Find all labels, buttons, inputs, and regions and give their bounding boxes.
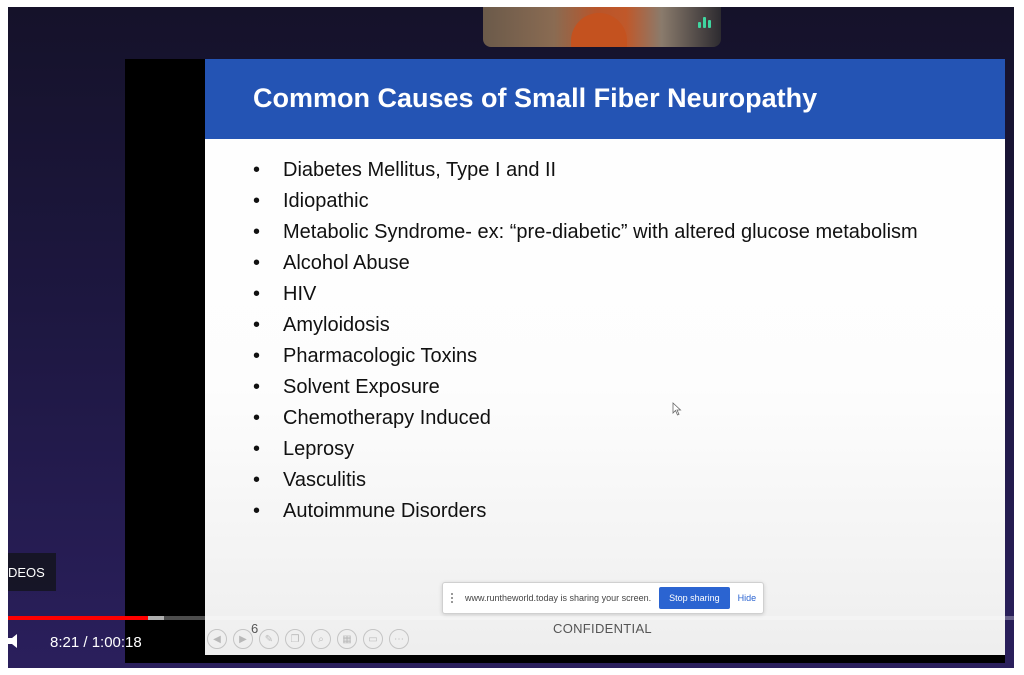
next-slide-icon[interactable]: ▶: [233, 629, 253, 649]
progress-bar[interactable]: [8, 616, 1014, 620]
slide-footer: CONFIDENTIAL: [553, 621, 652, 636]
slide-title: Common Causes of Small Fiber Neuropathy: [253, 83, 818, 113]
slide-toolbar: [205, 629, 409, 651]
hide-button[interactable]: Hide: [737, 593, 757, 603]
bullet-list: [253, 157, 953, 529]
presentation-slide: [205, 59, 1005, 655]
bullet-item: • Vasculitis: [253, 467, 953, 493]
drag-handle-icon[interactable]: [451, 593, 459, 603]
bullet-item: • Pharmacologic Toxins: [253, 343, 953, 369]
bullet-item: • Alcohol Abuse: [253, 250, 953, 276]
prev-slide-icon[interactable]: ◀: [207, 629, 227, 649]
bullet-item: • Solvent Exposure: [253, 374, 953, 400]
time-display: 8:21 / 1:00:18: [50, 634, 142, 651]
progress-played: [8, 616, 148, 620]
mouse-cursor-icon: [672, 402, 682, 416]
audio-level-icon: [698, 17, 711, 28]
bullet-item: • Chemotherapy Induced: [253, 405, 953, 431]
share-message: www.runtheworld.today is sharing your screen.: [465, 593, 652, 603]
stop-sharing-button[interactable]: Stop sharing: [659, 587, 730, 609]
bullet-item: • Amyloidosis: [253, 312, 953, 338]
copy-icon[interactable]: ❐: [285, 629, 305, 649]
bullet-item: • Diabetes Mellitus, Type I and II: [253, 157, 953, 183]
bullet-item: • Leprosy: [253, 436, 953, 462]
captions-icon[interactable]: ▭: [363, 629, 383, 649]
webcam-thumbnail[interactable]: [483, 7, 721, 47]
videos-label-text: DEOS: [8, 564, 45, 580]
videos-overlay-label[interactable]: [8, 553, 56, 591]
zoom-icon[interactable]: ⌕: [311, 629, 331, 649]
grid-icon[interactable]: ▦: [337, 629, 357, 649]
bullet-item: • Metabolic Syndrome- ex: “pre-diabetic” with altered glucose metabolism: [253, 219, 953, 245]
more-icon[interactable]: ⋯: [389, 629, 409, 649]
slide-page-number: 6: [251, 621, 259, 636]
slide-header: [205, 59, 1005, 139]
bullet-item: • Autoimmune Disorders: [253, 498, 953, 524]
bullet-item: • Idiopathic: [253, 188, 953, 214]
volume-icon[interactable]: [8, 632, 26, 650]
video-player[interactable]: [8, 7, 1014, 668]
screen-share-bar: [442, 582, 764, 614]
bullet-item: • HIV: [253, 281, 953, 307]
speaker-video: [571, 13, 627, 47]
pen-icon[interactable]: ✎: [259, 629, 279, 649]
